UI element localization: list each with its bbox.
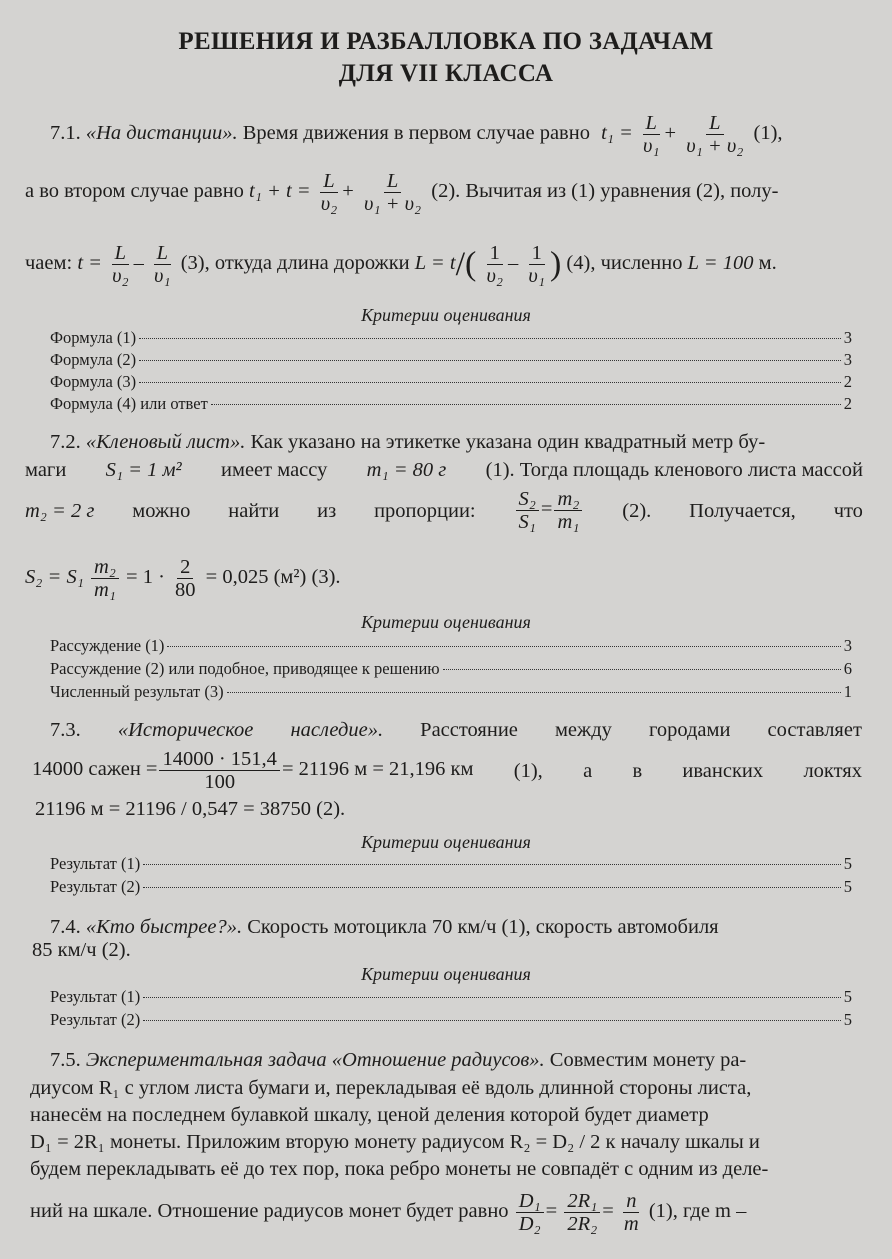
criteria-heading: Критерии оценивания	[361, 305, 531, 325]
fraction: $\frac{L}{\text{υ₁ + υ₂}}$	[686, 112, 744, 157]
criteria-row: Формула (2) 3	[50, 350, 852, 369]
criteria-heading: Критерии оценивания	[361, 964, 531, 984]
criteria-heading: Критерии оценивания	[361, 832, 531, 852]
criteria-row: Рассуждение (2) или подобное, приводящее к решению 6	[50, 659, 852, 678]
criteria-row: Результат (2) 5	[50, 1010, 852, 1029]
fraction: $\frac{L}{\text{υ₂}}$	[320, 170, 338, 215]
criteria-row: Формула (1) 3	[50, 328, 852, 347]
fraction: $\frac{L}{\text{υ₂}}$	[112, 242, 129, 287]
problem-7-3-line-1: 7.3. «Историческое наследие». Расстояние между городами составляет	[50, 719, 862, 741]
problem-7-1-line-1: 7.1. «На дистанции». Время движения в первом случае равно t₁ = $\frac{L}{\text{υ₁}}$ + $\frac{L}{\text{υ₁ + υ₂}}$ (1),	[50, 112, 783, 157]
problem-7-2-line-1: 7.2. «Кленовый лист». Как указано на этикетке указана один квадратный метр бу-	[50, 431, 766, 453]
criteria-row: Формула (3) 2	[50, 372, 852, 391]
problem-7-4-line-2: 85 км/ч (2).	[32, 939, 131, 961]
fraction: $\frac{\text{D₁}}{\text{D₂}}$	[516, 1190, 544, 1235]
criteria-row: Результат (1) 5	[50, 987, 852, 1006]
problem-7-5-line-3: нанесём на последнем булавкой шкалу, ценой деления которой будет диаметр	[30, 1104, 709, 1126]
fraction: $\frac{n}{m}$	[623, 1190, 639, 1235]
fraction: $\frac{1}{\text{υ₂}}$	[486, 242, 504, 287]
problem-7-4-line-1: 7.4. «Кто быстрее?». Скорость мотоцикла 70 км/ч (1), скорость автомобиля	[50, 916, 719, 938]
problem-7-5-line-4: D₁ = 2R₁ монеты. Приложим вторую монету радиусом R₂ = D₂ / 2 к началу шкалы и	[30, 1131, 760, 1153]
criteria-row: Результат (1) 5	[50, 854, 852, 873]
page-subtitle: ДЛЯ VII КЛАССА	[338, 60, 554, 87]
criteria-row: Формула (4) или ответ 2	[50, 394, 852, 413]
criteria-heading: Критерии оценивания	[361, 612, 531, 632]
fraction: $\frac{1}{\text{υ₁}}$	[528, 242, 545, 287]
problem-7-2-line-3: m₂ = 2 г можно найти из пропорции: $\frac{\text{S₂}}{\text{S₁}}$ = $\frac{\text{m₂}}{\text{m₁}}$ (2). Получается, что	[25, 488, 863, 533]
fraction: $\frac{\text{2R₁}}{\text{2R₂}}$	[564, 1190, 600, 1235]
criteria-row: Результат (2) 5	[50, 877, 852, 896]
problem-7-5-line-1: 7.5. Экспериментальная задача «Отношение радиусов». Совместим монету ра-	[50, 1049, 747, 1071]
fraction: $\frac{14000 \cdot 151,4}{100}$	[159, 748, 279, 793]
criteria-row: Численный результат (3) 1	[50, 682, 852, 701]
fraction: $\frac{\text{S₂}}{\text{S₁}}$	[516, 488, 539, 533]
problem-7-3-line-2: 14000 сажен = $\frac{14000 \cdot 151,4}{100}$ = 21196 м = 21,196 км (1), а в иванских локтях	[32, 748, 862, 793]
problem-7-3-line-3: 21196 м = 21196 / 0,547 = 38750 (2).	[35, 798, 346, 820]
problem-7-5-line-5: будем перекладывать её до тех пор, пока ребро монеты не совпадёт с одним из деле-	[30, 1158, 769, 1180]
problem-7-2-line-2: маги S₁ = 1 м² имеет массу m₁ = 80 г (1). Тогда площадь кленового листа массой	[25, 459, 863, 481]
page-title: РЕШЕНИЯ И РАЗБАЛЛОВКА ПО ЗАДАЧАМ	[178, 28, 714, 55]
fraction: $\frac{L}{\text{υ₁}}$	[154, 242, 171, 287]
problem-7-1-line-2: а во втором случае равно t₁ + t = $\frac{L}{\text{υ₂}}$ + $\frac{L}{\text{υ₁ + υ₂}}$ (2). Вычитая из (1) уравнения (2), полу-	[25, 170, 779, 215]
fraction: $\frac{\text{m₂}}{\text{m₁}}$	[91, 556, 119, 601]
fraction: $\frac{\text{m₂}}{\text{m₁}}$	[554, 488, 582, 533]
criteria-row: Рассуждение (1) 3	[50, 636, 852, 655]
fraction: $\frac{L}{\text{υ₁ + υ₂}}$	[363, 170, 422, 215]
problem-7-1-line-3: чаем: t = $\frac{L}{\text{υ₂}}$ – $\frac{L}{\text{υ₁}}$ (3), откуда длина дорожки L = t/( $\frac{1}{\text{υ₂}}$ – $\frac{1}{\text{υ₁}}$ ) (4), численно L = 100 м.	[25, 242, 777, 287]
problem-7-2-line-4: S₂ = S₁ $\frac{\text{m₂}}{\text{m₁}}$ = 1 · $\frac{2}{80}$ = 0,025 (м²) (3).	[25, 556, 341, 601]
fraction: $\frac{2}{80}$	[175, 556, 196, 601]
problem-7-5-line-6: ний на шкале. Отношение радиусов монет будет равно $\frac{\text{D₁}}{\text{D₂}}$ = $\frac{\text{2R₁}}{\text{2R₂}}$ = $\frac{n}{m}$ (1), где m –	[30, 1190, 747, 1235]
problem-7-5-line-2: диусом R₁ с углом листа бумаги и, перекладывая её вдоль длинной стороны листа,	[30, 1077, 752, 1099]
fraction: $\frac{L}{\text{υ₁}}$	[642, 112, 660, 157]
